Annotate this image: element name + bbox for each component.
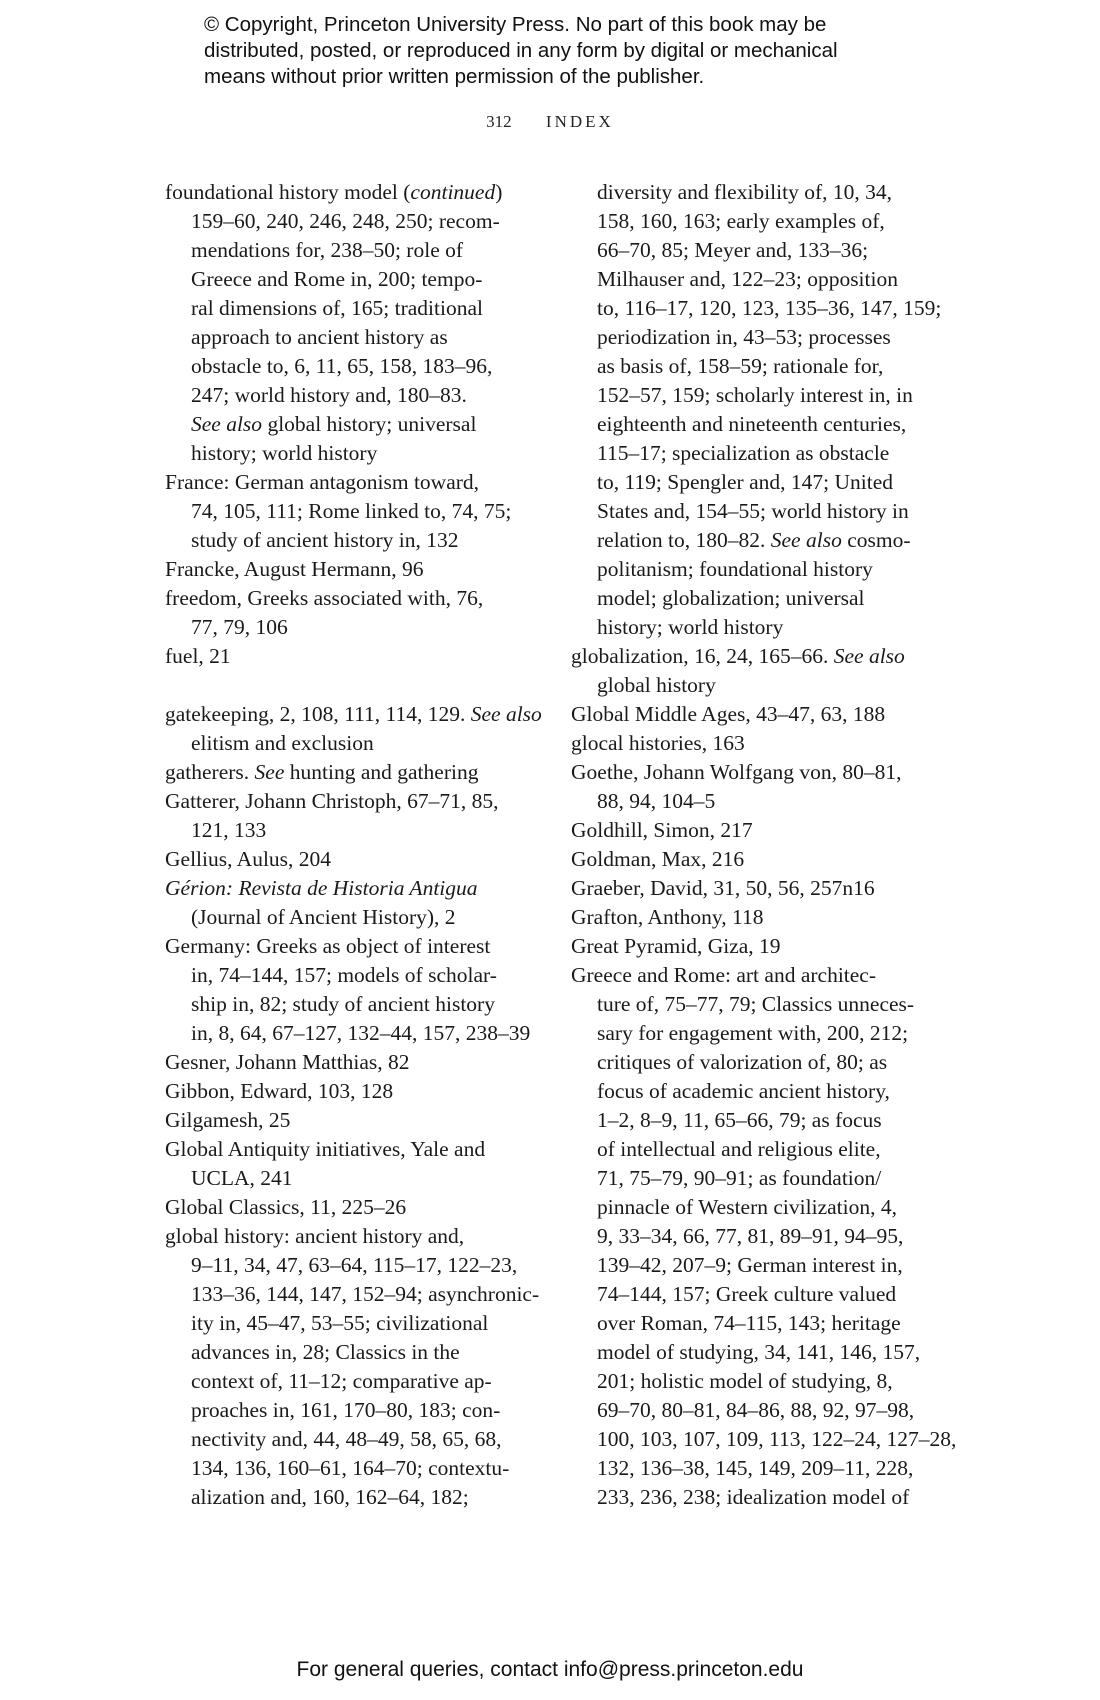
index-entry-line: Greece and Rome: art and architec-	[571, 963, 877, 987]
index-subentry-line: 9–11, 34, 47, 63–64, 115–17, 122–23,	[191, 1253, 518, 1277]
index-entry-line: Great Pyramid, Giza, 19	[571, 934, 781, 958]
index-subentry-line: global history	[597, 673, 716, 697]
index-column-left	[165, 178, 540, 1512]
index-entry-line: Gatterer, Johann Christoph, 67–71, 85,	[165, 789, 499, 813]
index-entry-line: Goldman, Max, 216	[571, 847, 745, 871]
index-subentry-line: sary for engagement with, 200, 212;	[597, 1021, 909, 1045]
index-subentry-line: relation to, 180–82. See also cosmo-	[597, 528, 911, 552]
copyright-line: means without prior written permission of the publisher.	[204, 65, 705, 88]
index-entry-line: globalization, 16, 24, 165–66. See also	[571, 644, 905, 668]
index-entry-line: Graeber, David, 31, 50, 56, 257n16	[571, 876, 875, 900]
index-subentry-line: Milhauser and, 122–23; opposition	[597, 267, 898, 291]
index-entry-line: Gérion: Revista de Historia Antigua	[165, 876, 478, 900]
index-subentry-line: in, 8, 64, 67–127, 132–44, 157, 238–39	[191, 1021, 531, 1045]
index-subentry-line: history; world history	[191, 441, 378, 465]
index-subentry-line: ture of, 75–77, 79; Classics unneces-	[597, 992, 915, 1016]
index-subentry-line: 152–57, 159; scholarly interest in, in	[597, 383, 913, 407]
index-subentry-line: diversity and flexibility of, 10, 34,	[597, 180, 892, 204]
section-title: INDEX	[545, 112, 614, 131]
index-subentry-line: ral dimensions of, 165; traditional	[191, 296, 483, 320]
index-entry-line: Gilgamesh, 25	[165, 1108, 291, 1132]
index-subentry-line: model of studying, 34, 141, 146, 157,	[597, 1340, 921, 1364]
index-subentry-line: study of ancient history in, 132	[191, 528, 459, 552]
index-entry-line: Francke, August Hermann, 96	[165, 557, 424, 581]
index-entry-line: Goethe, Johann Wolfgang von, 80–81,	[571, 760, 902, 784]
index-subentry-line: 1–2, 8–9, 11, 65–66, 79; as focus	[597, 1108, 882, 1132]
index-subentry-line: 74, 105, 111; Rome linked to, 74, 75;	[191, 499, 512, 523]
page-number: 312	[486, 112, 512, 131]
index-subentry-line: 88, 94, 104–5	[597, 789, 716, 813]
index-subentry-line: advances in, 28; Classics in the	[191, 1340, 460, 1364]
index-entry-line: gatherers. See hunting and gathering	[165, 760, 479, 784]
index-entry-line: Gellius, Aulus, 204	[165, 847, 332, 871]
index-subentry-line: States and, 154–55; world history in	[597, 499, 909, 523]
index-entry-line: Global Classics, 11, 225–26	[165, 1195, 407, 1219]
index-entry-line: foundational history model (continued)	[165, 180, 503, 204]
index-entry-line: Gesner, Johann Matthias, 82	[165, 1050, 410, 1074]
index-subentry-line: approach to ancient history as	[191, 325, 448, 349]
index-subentry-line: 133–36, 144, 147, 152–94; asynchronic-	[191, 1282, 540, 1306]
footer-contact: For general queries, contact info@press.princeton.edu	[296, 1658, 804, 1681]
index-subentry-line: periodization in, 43–53; processes	[597, 325, 891, 349]
index-entry-line: Gibbon, Edward, 103, 128	[165, 1079, 394, 1103]
index-subentry-line: 66–70, 85; Meyer and, 133–36;	[597, 238, 869, 262]
index-subentry-line: 159–60, 240, 246, 248, 250; recom-	[191, 209, 500, 233]
index-subentry-line: 121, 133	[191, 818, 267, 842]
index-subentry-line: critiques of valorization of, 80; as	[597, 1050, 888, 1074]
index-subentry-line: obstacle to, 6, 11, 65, 158, 183–96,	[191, 354, 493, 378]
index-entry-line: Germany: Greeks as object of interest	[165, 934, 491, 958]
index-subentry-line: eighteenth and nineteenth centuries,	[597, 412, 907, 436]
index-subentry-line: UCLA, 241	[191, 1166, 293, 1190]
index-subentry-line: to, 119; Spengler and, 147; United	[597, 470, 893, 494]
index-entry-line: glocal histories, 163	[571, 731, 745, 755]
index-subentry-line: ity in, 45–47, 53–55; civilizational	[191, 1311, 489, 1335]
index-subentry-line: 247; world history and, 180–83.	[191, 383, 467, 407]
index-entry-line: Global Antiquity initiatives, Yale and	[165, 1137, 486, 1161]
index-column-right	[571, 178, 957, 1512]
index-subentry-line: 77, 79, 106	[191, 615, 288, 639]
index-subentry-line: (Journal of Ancient History), 2	[191, 905, 456, 929]
index-subentry-line: pinnacle of Western civilization, 4,	[597, 1195, 897, 1219]
index-subentry-line: 158, 160, 163; early examples of,	[597, 209, 885, 233]
index-subentry-line: 69–70, 80–81, 84–86, 88, 92, 97–98,	[597, 1398, 915, 1422]
index-subentry-line: over Roman, 74–115, 143; heritage	[597, 1311, 901, 1335]
index-subentry-line: in, 74–144, 157; models of scholar-	[191, 963, 497, 987]
index-entry-line	[165, 671, 540, 700]
index-entry-line: Global Middle Ages, 43–47, 63, 188	[571, 702, 886, 726]
index-subentry-line: 71, 75–79, 90–91; as foundation/	[597, 1166, 882, 1190]
index-entry-line: freedom, Greeks associated with, 76,	[165, 586, 484, 610]
copyright-line: distributed, posted, or reproduced in any form by digital or mechanical	[204, 39, 838, 62]
index-subentry-line: history; world history	[597, 615, 784, 639]
index-entry-line: Goldhill, Simon, 217	[571, 818, 753, 842]
index-subentry-line: politanism; foundational history	[597, 557, 873, 581]
index-subentry-line: as basis of, 158–59; rationale for,	[597, 354, 884, 378]
index-subentry-line: 74–144, 157; Greek culture valued	[597, 1282, 897, 1306]
copyright-line: © Copyright, Princeton University Press. No part of this book may be	[204, 13, 827, 36]
index-subentry-line: 100, 103, 107, 109, 113, 122–24, 127–28,	[597, 1427, 957, 1451]
index-subentry-line: proaches in, 161, 170–80, 183; con-	[191, 1398, 501, 1422]
index-entry-line: global history: ancient history and,	[165, 1224, 465, 1248]
index-subentry-line: of intellectual and religious elite,	[597, 1137, 881, 1161]
index-subentry-line: See also global history; universal	[191, 412, 477, 436]
index-subentry-line: 9, 33–34, 66, 77, 81, 89–91, 94–95,	[597, 1224, 904, 1248]
index-subentry-line: 201; holistic model of studying, 8,	[597, 1369, 893, 1393]
index-subentry-line: 233, 236, 238; idealization model of	[597, 1485, 910, 1509]
index-subentry-line: focus of academic ancient history,	[597, 1079, 890, 1103]
index-subentry-line: nectivity and, 44, 48–49, 58, 65, 68,	[191, 1427, 502, 1451]
index-subentry-line: 139–42, 207–9; German interest in,	[597, 1253, 903, 1277]
index-subentry-line: alization and, 160, 162–64, 182;	[191, 1485, 469, 1509]
index-subentry-line: ship in, 82; study of ancient history	[191, 992, 495, 1016]
index-subentry-line: elitism and exclusion	[191, 731, 374, 755]
index-entry-line: France: German antagonism toward,	[165, 470, 480, 494]
index-entry-line: fuel, 21	[165, 644, 231, 668]
running-head	[0, 112, 1100, 132]
index-subentry-line: context of, 11–12; comparative ap-	[191, 1369, 492, 1393]
index-subentry-line: 134, 136, 160–61, 164–70; contextu-	[191, 1456, 510, 1480]
index-entry-line: gatekeeping, 2, 108, 111, 114, 129. See also	[165, 702, 542, 726]
index-subentry-line: 132, 136–38, 145, 149, 209–11, 228,	[597, 1456, 914, 1480]
index-entry-line: Grafton, Anthony, 118	[571, 905, 764, 929]
index-subentry-line: Greece and Rome in, 200; tempo-	[191, 267, 483, 291]
index-subentry-line: to, 116–17, 120, 123, 135–36, 147, 159;	[597, 296, 942, 320]
index-subentry-line: mendations for, 238–50; role of	[191, 238, 464, 262]
index-subentry-line: 115–17; specialization as obstacle	[597, 441, 890, 465]
copyright-notice	[204, 12, 964, 90]
index-subentry-line: model; globalization; universal	[597, 586, 865, 610]
